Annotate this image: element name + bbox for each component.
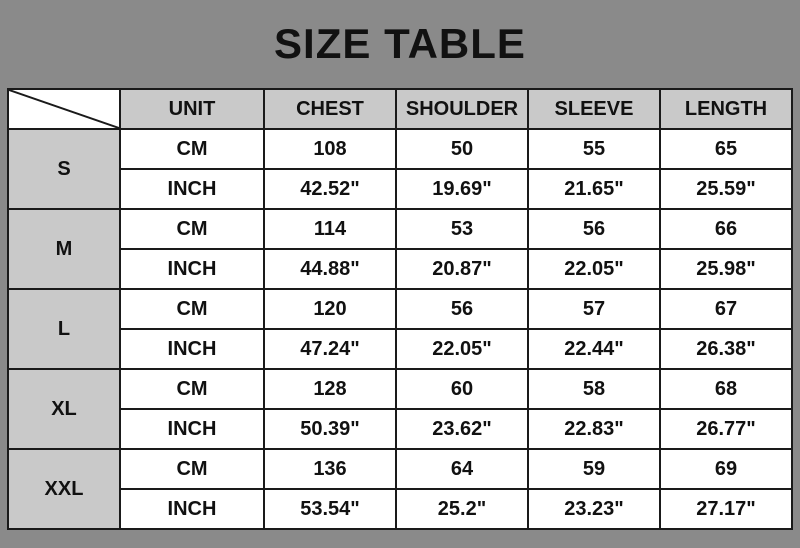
value-sleeve: 58 <box>528 369 660 409</box>
value-shoulder: 50 <box>396 129 528 169</box>
value-chest: 136 <box>264 449 396 489</box>
size-label-s: S <box>8 129 120 209</box>
value-length: 25.98" <box>660 249 792 289</box>
size-label-l: L <box>8 289 120 369</box>
value-length: 65 <box>660 129 792 169</box>
value-sleeve: 22.05" <box>528 249 660 289</box>
value-length: 66 <box>660 209 792 249</box>
value-chest: 108 <box>264 129 396 169</box>
value-length: 26.38" <box>660 329 792 369</box>
value-chest: 44.88" <box>264 249 396 289</box>
value-shoulder: 53 <box>396 209 528 249</box>
value-sleeve: 57 <box>528 289 660 329</box>
value-length: 69 <box>660 449 792 489</box>
value-shoulder: 19.69" <box>396 169 528 209</box>
corner-diagonal-cell <box>8 89 120 129</box>
unit-cm: CM <box>120 369 264 409</box>
value-sleeve: 59 <box>528 449 660 489</box>
value-shoulder: 64 <box>396 449 528 489</box>
size-label-xxl: XXL <box>8 449 120 529</box>
diagonal-slash-icon <box>9 90 119 128</box>
unit-inch: INCH <box>120 169 264 209</box>
table-row <box>8 409 792 449</box>
unit-inch: INCH <box>120 409 264 449</box>
size-chart-table <box>7 88 793 530</box>
table-row <box>8 449 792 489</box>
header-chest: CHEST <box>264 89 396 129</box>
value-shoulder: 25.2" <box>396 489 528 529</box>
header-shoulder: SHOULDER <box>396 89 528 129</box>
value-sleeve: 22.83" <box>528 409 660 449</box>
value-chest: 50.39" <box>264 409 396 449</box>
table-row <box>8 129 792 169</box>
header-unit: UNIT <box>120 89 264 129</box>
value-length: 26.77" <box>660 409 792 449</box>
unit-cm: CM <box>120 449 264 489</box>
value-shoulder: 22.05" <box>396 329 528 369</box>
value-chest: 114 <box>264 209 396 249</box>
value-sleeve: 22.44" <box>528 329 660 369</box>
page-title: SIZE TABLE <box>274 20 526 67</box>
value-sleeve: 56 <box>528 209 660 249</box>
table-header-row <box>8 89 792 129</box>
value-chest: 53.54" <box>264 489 396 529</box>
table-row <box>8 289 792 329</box>
header-sleeve: SLEEVE <box>528 89 660 129</box>
table-row <box>8 489 792 529</box>
header-length: LENGTH <box>660 89 792 129</box>
value-shoulder: 20.87" <box>396 249 528 289</box>
value-sleeve: 23.23" <box>528 489 660 529</box>
table-row <box>8 169 792 209</box>
size-label-xl: XL <box>8 369 120 449</box>
unit-inch: INCH <box>120 489 264 529</box>
table-row <box>8 369 792 409</box>
table-row <box>8 249 792 289</box>
unit-cm: CM <box>120 289 264 329</box>
value-shoulder: 60 <box>396 369 528 409</box>
size-label-m: M <box>8 209 120 289</box>
unit-cm: CM <box>120 129 264 169</box>
value-chest: 47.24" <box>264 329 396 369</box>
unit-inch: INCH <box>120 249 264 289</box>
table-row <box>8 209 792 249</box>
value-sleeve: 21.65" <box>528 169 660 209</box>
value-chest: 42.52" <box>264 169 396 209</box>
value-length: 25.59" <box>660 169 792 209</box>
value-length: 27.17" <box>660 489 792 529</box>
table-row <box>8 329 792 369</box>
unit-cm: CM <box>120 209 264 249</box>
value-chest: 120 <box>264 289 396 329</box>
unit-inch: INCH <box>120 329 264 369</box>
value-chest: 128 <box>264 369 396 409</box>
value-length: 68 <box>660 369 792 409</box>
bottom-margin <box>0 530 800 548</box>
title-bar <box>0 0 800 88</box>
value-shoulder: 23.62" <box>396 409 528 449</box>
value-shoulder: 56 <box>396 289 528 329</box>
value-length: 67 <box>660 289 792 329</box>
value-sleeve: 55 <box>528 129 660 169</box>
